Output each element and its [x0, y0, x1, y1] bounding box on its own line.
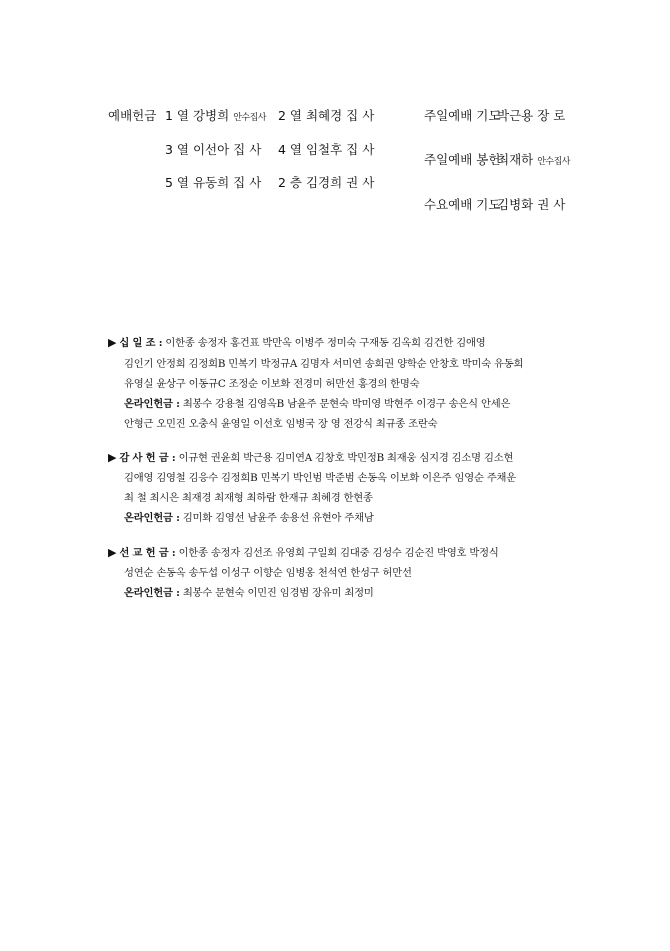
- thanks-title: 감 사 헌 금 :: [119, 452, 176, 464]
- offering-row-3-a: 5 열 유동희 집 사: [165, 175, 262, 190]
- tithe-line-1: 이한종 송정자 홍건표 박만옥 이병주 정미숙 구재동 김옥희 김건한 김애영: [165, 337, 486, 349]
- sunday-service-name: 최재하: [497, 152, 534, 167]
- mission-line-1: 이한종 송정자 김선조 유영희 구일회 김대중 김성수 김순진 박영호 박정식: [178, 547, 499, 559]
- thanks-online-row: [124, 509, 374, 524]
- mission-title: 선 교 헌 금 :: [119, 547, 176, 559]
- tithe-line-3: 유영실 윤상구 이동규C 조정순 이보화 전경미 허만선 홍경의 한명숙: [124, 378, 420, 390]
- tithe-marker-icon: ▶: [108, 336, 117, 349]
- mission-online-label: 온라인헌금 :: [124, 587, 180, 599]
- tithe-online-label: 온라인헌금 :: [124, 398, 180, 410]
- offering-row-3-b: 2 층 김경희 권 사: [278, 175, 375, 190]
- sunday-prayer-name: 박근용 장 로: [497, 108, 566, 123]
- sunday-service-person: [497, 150, 570, 168]
- tithe-section-header: [108, 334, 485, 349]
- offering-row-2-b: 4 열 임철후 집 사: [278, 142, 375, 157]
- thanks-marker-icon: ▶: [108, 451, 117, 464]
- offering-row-1-a-title: 안수집사: [233, 113, 266, 123]
- sunday-service-title: 안수집사: [537, 157, 570, 167]
- tithe-online-line-1: 최봉수 강용철 김영옥B 남윤주 문현숙 박미영 박현주 이경구 송은식 안세은: [182, 398, 511, 410]
- offering-label: 예배헌금: [108, 108, 157, 123]
- mission-online-row: [124, 584, 374, 599]
- tithe-online-row: [124, 395, 510, 410]
- mission-line-2: 성연순 손동옥 송두섭 이성구 이향순 임병옹 천석연 한성구 허만선: [124, 567, 412, 579]
- thanks-online-label: 온라인헌금 :: [124, 512, 180, 524]
- mission-section-header: [108, 544, 499, 559]
- thanks-online-line-1: 김미화 김영선 남윤주 송용선 유현아 주채남: [182, 512, 374, 524]
- sunday-service-label: 주일예배 봉헌: [424, 152, 501, 167]
- sunday-prayer-label: 주일예배 기도: [424, 108, 501, 123]
- thanks-line-1: 이규현 권윤희 박근용 김미연A 김창호 박민정B 최재웅 심지경 김소명 김소현: [178, 452, 514, 464]
- mission-online-line-1: 최봉수 문현숙 이민진 임경범 장유미 최정미: [182, 587, 374, 599]
- offering-row-2-a: 3 열 이선아 집 사: [165, 142, 262, 157]
- wednesday-prayer-name: 김병화 권 사: [497, 197, 566, 212]
- mission-marker-icon: ▶: [108, 546, 117, 559]
- wednesday-prayer-label: 수요예배 기도: [424, 197, 501, 212]
- offering-row-1-b: 2 열 최혜경 집 사: [278, 108, 375, 123]
- tithe-online-line-2: 안형근 오민진 오충식 윤영일 이선호 임병국 장 영 전강식 최규종 조란숙: [124, 418, 438, 430]
- thanks-line-2: 김애영 김영철 김응수 김정희B 민복기 박인범 박준범 손동옥 이보화 이은주 임영순 주채운: [124, 472, 517, 484]
- tithe-title: 십 일 조 :: [119, 337, 163, 349]
- offering-row-1-a: [165, 106, 266, 124]
- offering-row-1-a-name: 1 열 강병희: [165, 108, 230, 123]
- thanks-line-3: 최 철 최시은 최재경 최재형 최하람 한재규 최혜경 한현종: [124, 492, 373, 504]
- thanks-section-header: [108, 449, 513, 464]
- tithe-line-2: 김인기 안정희 김정희B 민복기 박정규A 김명자 서미연 송희권 양학순 안창호 박미숙 유동희: [124, 358, 524, 370]
